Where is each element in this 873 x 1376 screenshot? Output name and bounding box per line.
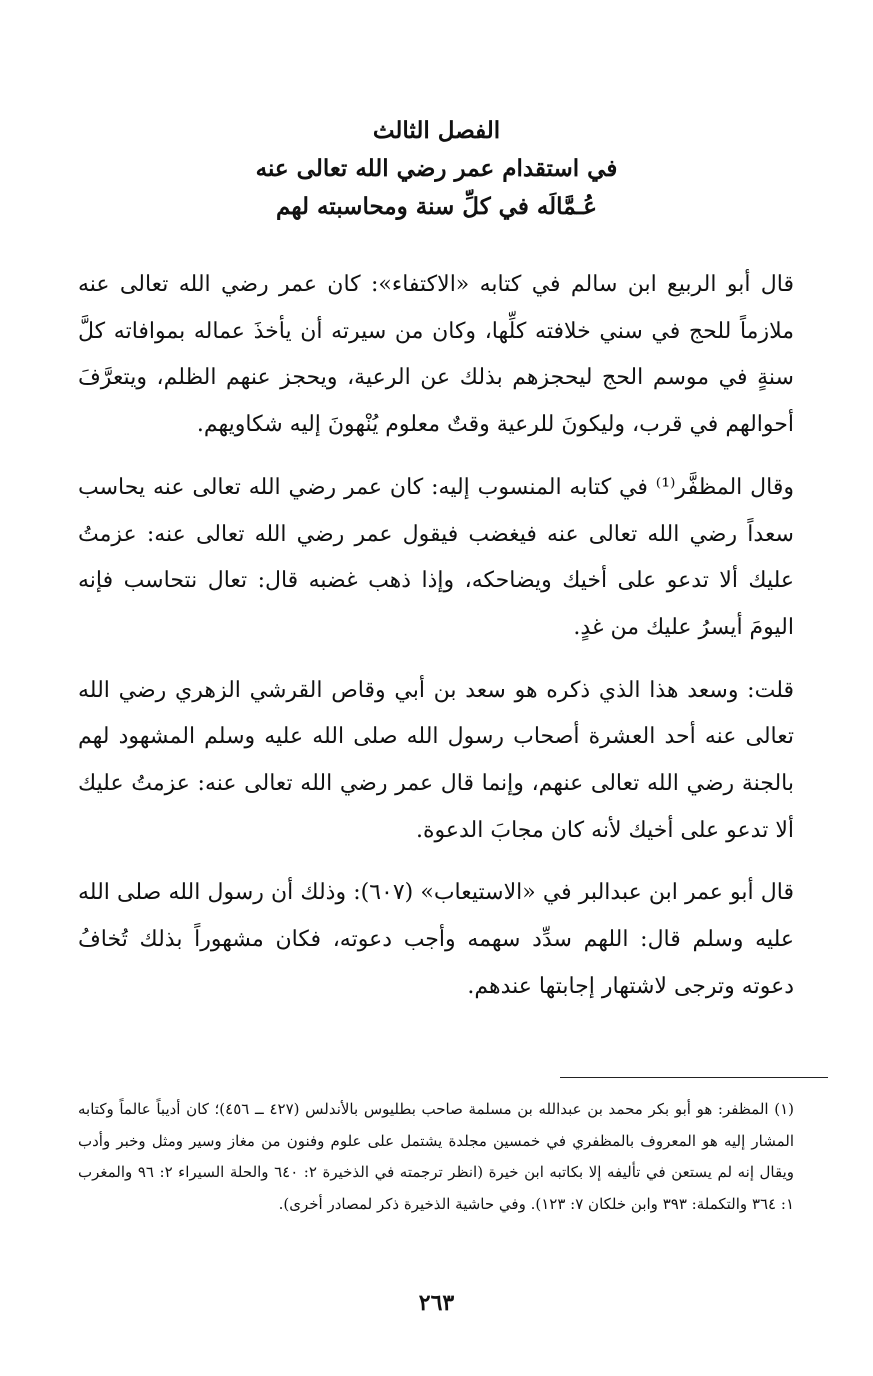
footnote-separator: [560, 1077, 828, 1078]
paragraph-2: وقال المظفَّر⁽¹⁾ في كتابه المنسوب إليه: كان عمر رضي الله تعالى عنه يحاسب سعداً رضي الله تعالى عنه فيغضب فيقول عمر رضي الله تعالى عنه: عزمتُ عليك ألا تدعو على أخيك ويضاحكه، وإذا ذهب غضبه قال: تعال نتحاسب فإنه اليومَ أيسرُ عليك من غدٍ.: [78, 474, 794, 640]
chapter-heading: [80, 112, 793, 226]
page-number: ٢٦٣: [418, 1290, 455, 1316]
footnote: (١) المظفر: هو أبو بكر محمد بن عبدالله بن مسلمة صاحب بطليوس بالأندلس (٤٢٧ ــ ٤٥٦)؛ كان أديباً عالماً وكتابه المشار إليه هو المعروف بالمظفري في خمسين مجلدة يشتمل على علوم وفنون من مغاز وسير ومثل وخبر وأدب ويقال إنه لم يستعن في تأليفه إلا بكاتبه ابن خيرة (انظر ترجمته في الذخيرة ٢: ٦٤٠ والحلة السيراء ٢: ٩٦ والمغرب ١: ٣٦٤ والتكملة: ٣٩٣ وابن خلكان ٧: ١٢٣). وفي حاشية الذخيرة ذكر لمصادر أخرى).: [78, 1100, 795, 1213]
paragraph-1: قال أبو الربيع ابن سالم في كتابه «الاكتفاء»: كان عمر رضي الله تعالى عنه ملازماً للحج في سني خلافته كلِّها، وكان من سيرته أن يأخذَ عماله بموافاته كلَّ سنةٍ في موسم الحج ليحجزهم بذلك عن الرعية، ويحجز عنهم الظلم، ويتعرَّفَ أحوالهم في قرب، وليكونَ للرعية وقتٌ معلوم يُنْهونَ إليه شكاويهم.: [78, 272, 794, 438]
paragraph-4: قال أبو عمر ابن عبدالبر في «الاستيعاب» (٦٠٧): وذلك أن رسول الله صلى الله عليه وسلم قال: اللهم سدِّد سهمه وأجب دعوته، فكان مشهوراً بذلك تُخافُ دعوته وترجى لاشتهار إجابتها عندهم.: [78, 880, 794, 999]
main-text: [78, 262, 794, 1027]
paragraph-3: قلت: وسعد هذا الذي ذكره هو سعد بن أبي وقاص القرشي الزهري رضي الله تعالى عنه أحد العشرة أصحاب رسول الله صلى الله عليه وسلم المشهود لهم بالجنة رضي الله تعالى عنهم، وإنما قال عمر رضي الله تعالى عنه: عزمتُ عليك ألا تدعو على أخيك لأنه كان مجابَ الدعوة.: [78, 677, 794, 843]
chapter-subtitle-line-2: عُـمَّالَه في كلِّ سنة ومحاسبته لهم: [276, 193, 597, 220]
chapter-subtitle-line-1: في استقدام عمر رضي الله تعالى عنه: [255, 155, 618, 182]
chapter-title: الفصل الثالث: [372, 117, 501, 144]
